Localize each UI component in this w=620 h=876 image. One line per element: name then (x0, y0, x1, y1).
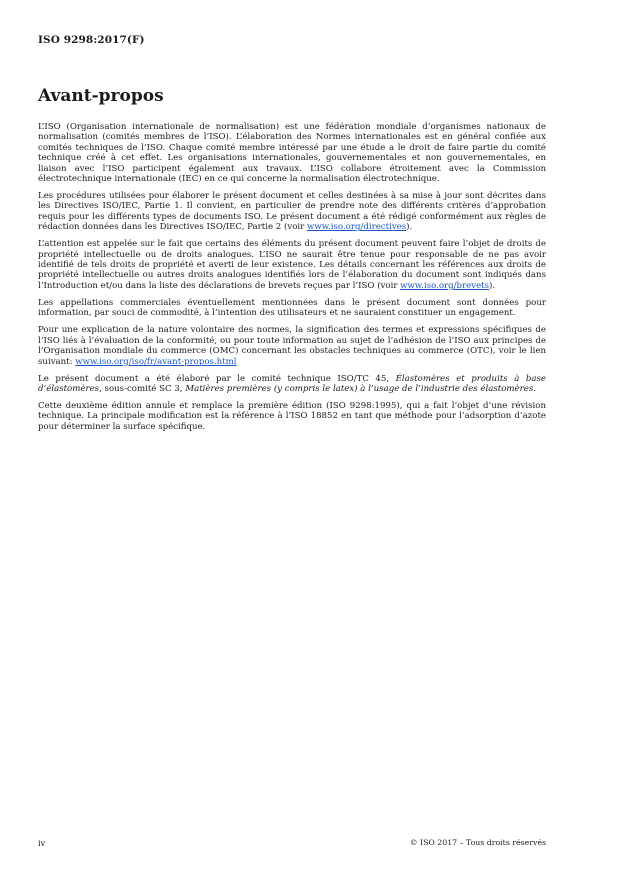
page-number: iv (38, 838, 46, 848)
paragraph-text: ). (406, 222, 413, 233)
paragraph-text: . (533, 383, 536, 394)
paragraph-text: Pour une explication de la nature volontaire des normes, la signification des termes et expressions spécifiques de l’ISO liés à l’évaluation de la conformité, ou pour toute information au sujet de l’adhésion de l’ISO aux principes de l’Organisation mondiale du commerce (OMC) concernant les obstacles techniques au commerce (OTC), voir le lien suivant: (38, 325, 546, 367)
paragraph-patents (38, 239, 546, 291)
copyright-notice: © ISO 2017 – Tous droits réservés (409, 838, 546, 847)
paragraph-text: , sous-comité SC 3, (99, 383, 186, 394)
paragraph-edition: Cette deuxième édition annule et remplace la première édition (ISO 9298:1995), qui a fait l’objet d’une révision technique. La principale modification est la référence à l’ISO 18852 en tant que méthode pour l’adsorption d’azote pour déterminer la surface spécifique. (38, 400, 546, 432)
paragraph-text: Les procédures utilisées pour élaborer le présent document et celles destinées à sa mise à jour sont décrites dans les Directives ISO/IEC, Partie 1. Il convient, en particulier de prendre note des différents critères d’approbation requis pour les différents types de documents ISO. Le présent document a été rédigé conformément aux règles de rédaction données dans les Directives ISO/IEC, Partie 2 (voir (38, 191, 546, 233)
paragraph-trade-names: Les appellations commerciales éventuellement mentionnées dans le présent document sont données pour information, par souci de commodité, à l’intention des utilisateurs et ne sauraient constituer un engagement. (38, 297, 546, 319)
foreword-body (38, 122, 546, 439)
foreword-link[interactable]: www.iso.org/iso/fr/avant-propos.html (75, 356, 237, 367)
paragraph-iso-intro: L’ISO (Organisation internationale de normalisation) est une fédération mondiale d’organismes nationaux de normalisation (comités membres de l’ISO). L’élaboration des Normes internationales est en général confiée aux comités techniques de l’ISO. Chaque comité membre intéressé par une étude a le droit de faire partie du comité technique créé à cet effet. Les organisations internationales, gouvernementales et non gouvernementales, en liaison avec l’ISO participent également aux travaux. L’ISO collabore étroitement avec la Commission électrotechnique internationale (IEC) en ce qui concerne la normalisation électrotechnique. (38, 122, 546, 185)
paragraph-committee (38, 374, 546, 395)
patents-link[interactable]: www.iso.org/brevets (400, 280, 490, 291)
page-title: Avant-propos (38, 86, 164, 106)
paragraph-voluntary-nature (38, 325, 546, 367)
committee-title: Élastomères et produits à base d’élastomères (38, 373, 546, 394)
paragraph-text: Le présent document a été élaboré par le comité technique ISO/TC 45, (38, 373, 396, 384)
paragraph-procedures (38, 191, 546, 233)
paragraph-text: L’attention est appelée sur le fait que certains des éléments du présent document peuvent faire l’objet de droits de propriété intellectuelle ou de droits analogues. L’ISO ne saurait être tenue pour responsable de ne pas avoir identifié de tels droits de propriété et averti de leur existence. Les détails concernant les références aux droits de propriété intellectuelle ou autres droits analogues identifiés lors de l’élaboration du document sont indiqués dans l’Introduction et/ou dans la liste des déclarations de brevets reçues par l’ISO (voir (38, 239, 546, 291)
document-id-header: ISO 9298:2017(F) (38, 34, 145, 46)
subcommittee-title: Matières premières (y compris le latex) à l’usage de l’industrie des élastomères (185, 383, 534, 394)
paragraph-text: ). (489, 280, 496, 291)
directives-link[interactable]: www.iso.org/directives (306, 222, 407, 233)
